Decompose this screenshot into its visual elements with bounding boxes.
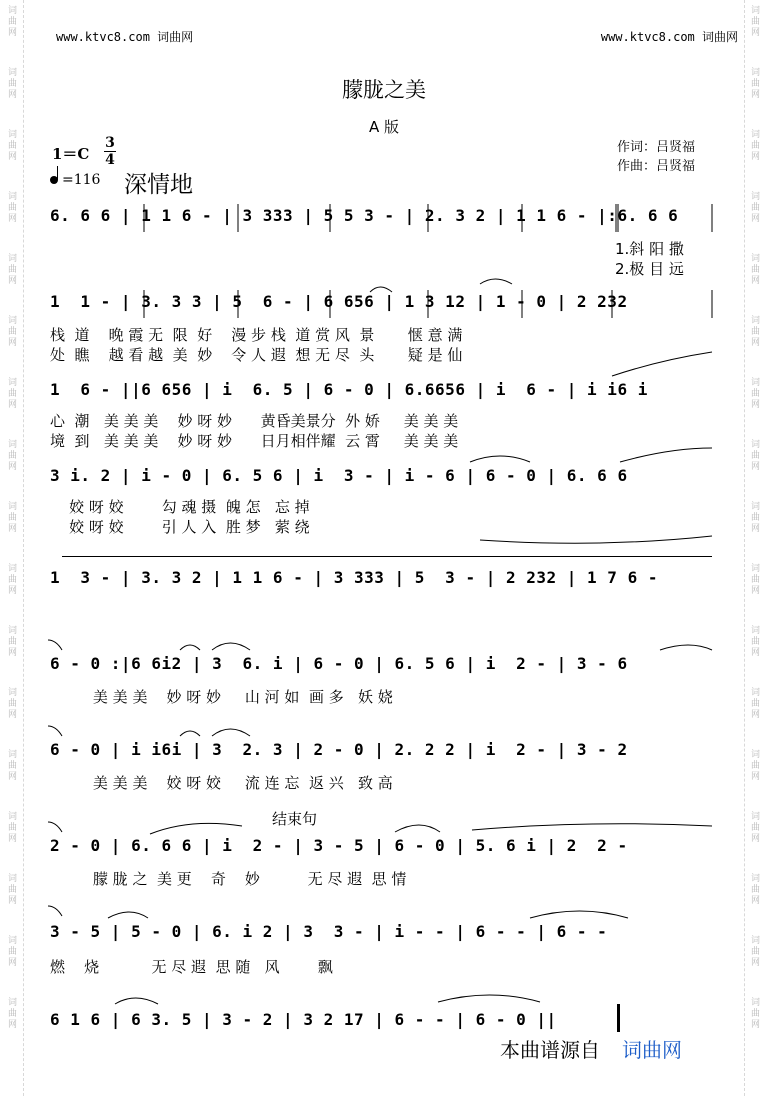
tempo-marking	[50, 172, 100, 188]
notation-line-3: 1 6 - ||6 656 | i 6. 5 | 6 - 0 | 6.6656 | i 6 - | i i6 i	[50, 380, 648, 399]
watermark-mark: 词 曲 网	[7, 874, 17, 906]
watermark-mark: 词 曲 网	[750, 192, 760, 224]
lyric-line-9: 燃 烧 无 尽 遐 思 随 风 飘	[50, 958, 333, 976]
lyricist: 作词：吕贤福	[617, 140, 696, 155]
watermark-mark: 词 曲 网	[7, 502, 17, 534]
watermark-mark: 词 曲 网	[750, 6, 760, 38]
watermark-mark: 词 曲 网	[750, 254, 760, 286]
watermark-mark: 词 曲 网	[750, 378, 760, 410]
watermark-mark: 词 曲 网	[750, 688, 760, 720]
watermark-mark: 词 曲 网	[750, 812, 760, 844]
lyric-line-2-verse-2: 处 瞧 越 看 越 美 妙 令 人 遐 想 无 尽 头 疑 是 仙	[50, 346, 463, 364]
left-watermark-strip	[2, 0, 24, 1096]
watermark-mark: 词 曲 网	[750, 502, 760, 534]
notation-line-7: 6 - 0 | i i6i | 3 2. 3 | 2 - 0 | 2. 2 2 | i 2 - | 3 - 2	[50, 740, 628, 759]
watermark-mark: 词 曲 网	[7, 812, 17, 844]
watermark-mark: 词 曲 网	[750, 316, 760, 348]
watermark-mark: 词 曲 网	[7, 6, 17, 38]
watermark-mark: 词 曲 网	[750, 626, 760, 658]
song-title: 朦胧之美	[342, 78, 426, 102]
watermark-mark: 词 曲 网	[7, 688, 17, 720]
watermark-mark: 词 曲 网	[750, 68, 760, 100]
lyric-line-6: 美 美 美 妙 呀 妙 山 河 如 画 多 妖 娆	[50, 688, 393, 706]
watermark-mark: 词 曲 网	[7, 936, 17, 968]
watermark-mark: 词 曲 网	[750, 440, 760, 472]
notation-line-10: 6 1 6 | 6 3. 5 | 3 - 2 | 3 2 17 | 6 - - | 6 - 0 ||	[50, 1010, 557, 1029]
watermark-mark: 词 曲 网	[7, 378, 17, 410]
watermark-mark: 词 曲 网	[7, 192, 17, 224]
lyric-line-4-verse-1: 姣 呀 姣 勾 魂 摄 魄 怎 忘 掉	[50, 498, 310, 516]
notation-line-1: 6. 6 6 | 1 1 6 - | 3 333 | 5 5 3 - | 2. 3 2 | 1 1 6 - |:6. 6 6	[50, 206, 679, 225]
section-separator	[62, 556, 712, 557]
watermark-mark: 词 曲 网	[7, 316, 17, 348]
watermark-mark: 词 曲 网	[7, 254, 17, 286]
notation-line-2: 1 1 - | 3. 3 3 | 5 6 - | 6 656 | 1 3 12 | 1 - 0 | 2 232	[50, 292, 628, 311]
lyric-line-3-verse-2: 境 到 美 美 美 妙 呀 妙 日月相伴耀 云 霄 美 美 美	[50, 432, 459, 450]
notation-line-6: 6 - 0 :|6 6i2 | 3 6. i | 6 - 0 | 6. 5 6 | i 2 - | 3 - 6	[50, 654, 628, 673]
watermark-mark: 词 曲 网	[7, 998, 17, 1030]
watermark-mark: 词 曲 网	[750, 130, 760, 162]
watermark-mark: 词 曲 网	[7, 440, 17, 472]
watermark-mark: 词 曲 网	[7, 130, 17, 162]
lyric-line-3-verse-1: 心 潮 美 美 美 妙 呀 妙 黄昏美景分 外 娇 美 美 美	[50, 412, 459, 430]
notation-line-9: 3 - 5 | 5 - 0 | 6. i 2 | 3 3 - | i - - | 6 - - | 6 - -	[50, 922, 608, 941]
watermark-mark: 词 曲 网	[7, 564, 17, 596]
lyric-line-7: 美 美 美 姣 呀 姣 流 连 忘 返 兴 致 高	[50, 774, 393, 792]
lyric-line-8: 朦 胧 之 美 更 奇 妙 无 尽 遐 思 情	[50, 870, 407, 888]
time-signature	[104, 136, 116, 167]
watermark-mark: 词 曲 网	[750, 874, 760, 906]
notation-line-5: 1 3 - | 3. 3 2 | 1 1 6 - | 3 333 | 5 3 - | 2 232 | 1 7 6 -	[50, 568, 658, 587]
header-site-left[interactable]: www.ktvc8.com 词曲网	[56, 30, 194, 44]
lyric-line-4-verse-2: 姣 呀 姣 引 人 入 胜 梦 萦 绕	[50, 518, 310, 536]
notation-line-8: 2 - 0 | 6. 6 6 | i 2 - | 3 - 5 | 6 - 0 | 5. 6 i | 2 2 -	[50, 836, 628, 855]
time-signature-top: 3	[105, 135, 115, 151]
right-watermark-strip	[744, 0, 766, 1096]
ending-label: 结束句	[272, 810, 318, 828]
footer-source-text: 本曲谱源自	[500, 1038, 600, 1062]
footer-source	[500, 1034, 682, 1063]
lyric-verse-1-start: 1.斜 阳 撒	[615, 240, 684, 258]
watermark-mark: 词 曲 网	[750, 998, 760, 1030]
time-signature-bottom: 4	[105, 152, 115, 168]
footer-brand-link[interactable]: 词曲网	[622, 1038, 682, 1062]
credits	[617, 138, 695, 176]
notation-line-4: 3 i. 2 | i - 0 | 6. 5 6 | i 3 - | i - 6 | 6 - 0 | 6. 6 6	[50, 466, 628, 485]
quarter-note-icon	[50, 176, 58, 184]
watermark-mark: 词 曲 网	[7, 68, 17, 100]
header-site-right[interactable]: www.ktvc8.com 词曲网	[600, 30, 738, 44]
lyric-verse-2-start: 2.极 目 远	[615, 260, 684, 278]
key-signature: 1＝C	[52, 145, 90, 163]
watermark-mark: 词 曲 网	[750, 750, 760, 782]
expression-marking: 深情地	[124, 172, 193, 198]
composer: 作曲：吕贤福	[617, 159, 696, 174]
watermark-mark: 词 曲 网	[750, 564, 760, 596]
watermark-mark: 词 曲 网	[7, 750, 17, 782]
lyric-line-2-verse-1: 栈 道 晚 霞 无 限 好 漫 步 栈 道 赏 风 景 惬 意 满	[50, 326, 463, 344]
version-label: A 版	[368, 118, 400, 136]
tempo-value: =116	[62, 172, 101, 188]
final-barline	[617, 1004, 620, 1032]
watermark-mark: 词 曲 网	[7, 626, 17, 658]
watermark-mark: 词 曲 网	[750, 936, 760, 968]
